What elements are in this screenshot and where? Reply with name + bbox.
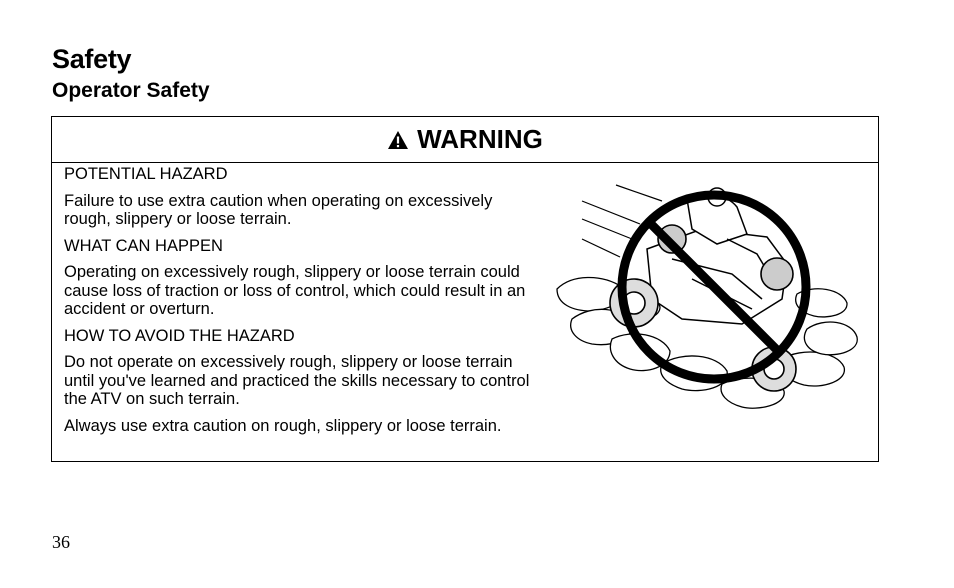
what-can-happen-heading: WHAT CAN HAPPEN (64, 236, 223, 255)
page-number: 36 (52, 532, 70, 552)
always-caution-text: Always use extra caution on rough, slippery or loose terrain. (64, 416, 502, 435)
what-can-happen-text: Operating on excessively rough, slippery or loose terrain could cause loss of traction or loss of control, which could result in an accident or overturn. (64, 263, 526, 318)
section-subtitle: Operator Safety (52, 79, 210, 102)
warning-header (52, 117, 878, 163)
how-to-avoid-text: Do not operate on excessively rough, slippery or loose terrain until you've learned and practiced the skills necessary to control the ATV on such terrain. (64, 353, 530, 408)
how-to-avoid-heading: HOW TO AVOID THE HAZARD (64, 326, 295, 345)
potential-hazard-text: Failure to use extra caution when operating on excessively rough, slippery or loose terrain. (64, 191, 493, 228)
warning-label: WARNING (417, 124, 543, 154)
prohibited-atv-rough-terrain-icon (552, 179, 872, 429)
warning-triangle-icon (387, 130, 409, 150)
section-title: Safety (52, 44, 132, 74)
potential-hazard-heading: POTENTIAL HAZARD (64, 165, 228, 183)
warning-box (51, 116, 879, 462)
warning-text (64, 165, 534, 443)
